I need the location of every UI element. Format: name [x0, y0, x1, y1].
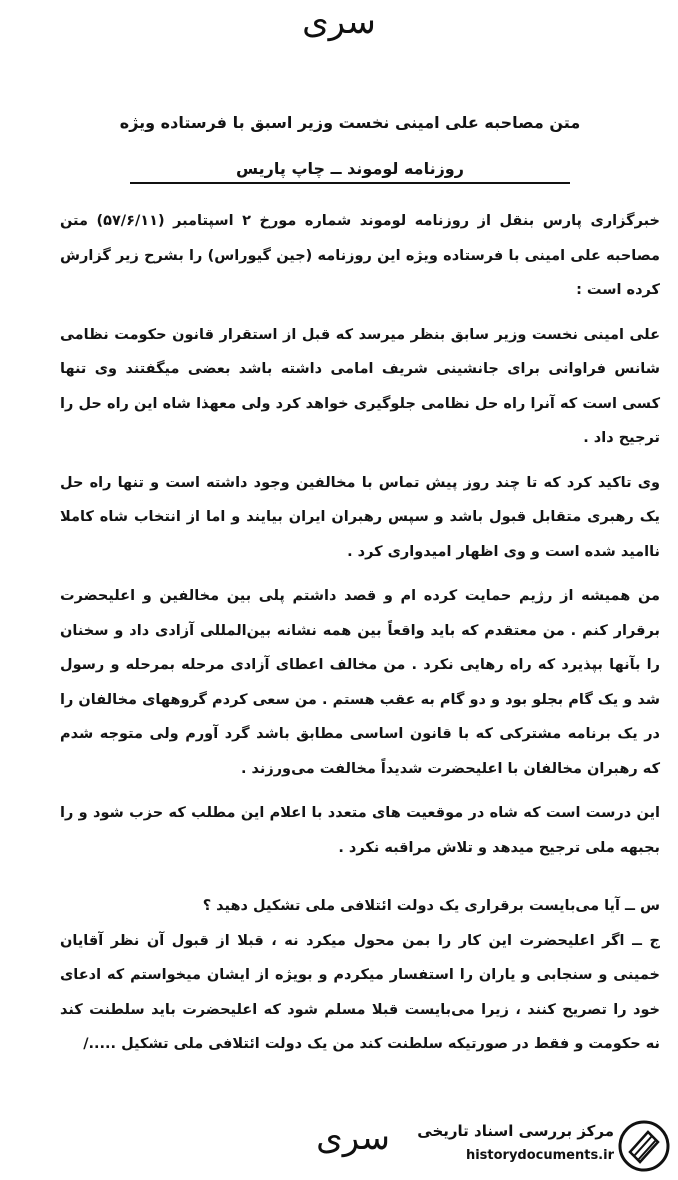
classification-stamp-bottom: سرى: [316, 1118, 390, 1158]
paragraph-3: وی تاکید کرد که تا چند روز پیش تماس با مخالفین وجود داشته است و تنها راه حل یک رهبری متقابل قبول باشد و سپس رهبران ایران بیایند و اما از انتخاب شاه کاملا ناامید شده است و وی اظهار امیدواری کرد .: [60, 474, 660, 560]
paragraph-5: این درست است که شاه در موقعیت های متعدد با اعلام این مطلب که حزب شود و را بجبهه ملی ترجیح میدهد و تلاش مراقبه نکرد .: [60, 805, 660, 856]
document-stack-icon: [618, 1120, 670, 1172]
document-heading: متن مصاحبه علی امینی نخست وزیر اسبق با فرستاده ویژه روزنامه لوموند ــ چاپ پاریس: [119, 113, 581, 178]
interview-answer: ج ــ اگر اعلیحضرت این کار را بمن محول میکرد نه ، قبلا از قبول آن نظر آقایان خمینی و سنجابی و یاران را استفسار میکردم و بویژه از ایشان میخواستم که ادعای خود را تصریح کنند ، زیرا می‌بایست قبلا مسلم شود که اعلیحضرت باید سلطنت کند نه حکومت و فقط در صورتیکه سلطنت کند من یک دولت ائتلافی ملی تشکیل ...../: [60, 932, 660, 1052]
paragraph-1: خبرگزاری پارس بنقل از روزنامه لوموند شماره مورخ ۲ اسپتامبر (۵۷/۶/۱۱) متن مصاحبه علی امینی با فرستاده ویژه این روزنامه (جین گیوراس) را بشرح زیر گزارش کرده است :: [60, 213, 660, 298]
document-body: [60, 204, 660, 1062]
interview-question: س ــ آیا می‌بایست برقراری یک دولت ائتلافی ملی تشکیل دهید ؟: [202, 898, 660, 914]
watermark-title: مرکز بررسی اسناد تاریخی: [417, 1122, 614, 1140]
paragraph-4: من همیشه از رژیم حمایت کرده ام و قصد داشتم پلی بین مخالفین و اعلیحضرت برقرار کنم . من معتقدم که باید واقعاً بین همه نشانه بین‌المللی آزادی داد و سخنان را بآنها بپذیرد که راه رهایی نکرد . من مخالف اعطای آزادی مرحله بمرحله و رسول شد و یک گام بجلو بود و دو گام به عقب هستم . من سعی کردم گروههای مخالفان را در یک برنامه مشترکی که با قانون اساسی مطابق باشد گرد آورم ولی متوجه شدم که رهبران مخالفان با اعلیحضرت شدیداً مخالفت می‌ورزند .: [60, 588, 660, 777]
classification-stamp-top: سرى: [302, 2, 376, 42]
watermark-url: historydocuments.ir: [465, 1148, 614, 1163]
watermark: [410, 1118, 672, 1174]
heading-underline: [130, 182, 570, 184]
paragraph-2: علی امینی نخست وزیر سابق بنظر میرسد که قبل از استقرار قانون حکومت نظامی شانس فراوانی برای جانشینی شریف امامی داشته باشد بعضی میگفتند وی تنها کسی است که آنرا راه حل نظامی جلوگیری خواهد کرد ولی معهذا شاه این راه حل را ترجیح داد .: [60, 326, 660, 446]
